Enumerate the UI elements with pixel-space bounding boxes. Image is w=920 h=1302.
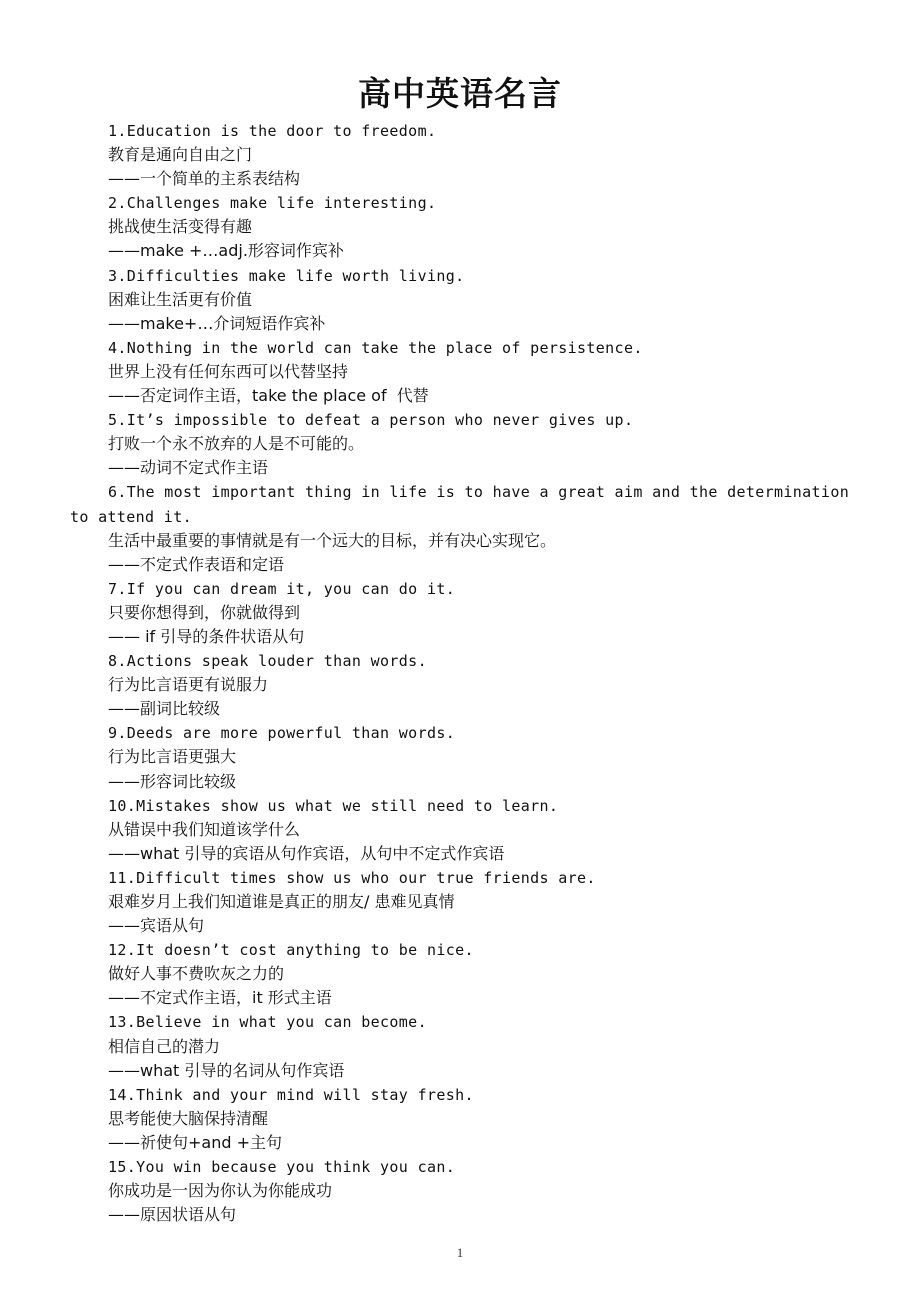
english-quote: 11.Difficult times show us who our true friends are. [108,868,596,887]
chinese-translation: 行为比言语更强大 [108,747,237,767]
english-quote: 8.Actions speak louder than words. [108,652,427,671]
grammar-note: ——否定词作主语，take the place of 代替 [108,386,429,406]
grammar-note: ——副词比较级 [108,699,221,719]
chinese-translation: 教育是通向自由之门 [108,145,253,165]
grammar-note: —— if 引导的条件状语从句 [108,626,305,646]
quote-entry [70,577,860,649]
grammar-note: ——祈使句+and +主句 [108,1132,283,1152]
english-quote: 15.You win because you think you can. [108,1158,456,1177]
grammar-note: ——形容词比较级 [108,771,237,791]
english-quote: 10.Mistakes show us what we still need to learn. [108,796,559,815]
chinese-translation: 打败一个永不放弃的人是不可能的。 [108,434,365,454]
english-quote: 12.It doesn’t cost anything to be nice. [108,941,474,960]
grammar-note: ——what 引导的宾语从句作宾语，从句中不定式作宾语 [108,843,505,863]
quote-entry [70,721,860,793]
quote-entry [70,119,860,191]
english-quote: 4.Nothing in the world can take the place of persistence. [108,338,643,357]
quote-entry [70,1083,860,1155]
grammar-note: ——动词不定式作主语 [108,458,269,478]
chinese-translation: 行为比言语更有说服力 [108,675,269,695]
quote-entry [70,794,860,866]
page-number: 1 [456,1245,464,1260]
grammar-note: ——make+…介词短语作宾补 [108,313,326,333]
chinese-translation: 你成功是一因为你认为你能成功 [108,1181,333,1201]
chinese-translation: 只要你想得到，你就做得到 [108,602,301,622]
chinese-translation: 生活中最重要的事情就是有一个远大的目标，并有决心实现它。 [108,530,557,550]
chinese-translation: 挑战使生活变得有趣 [108,217,253,237]
english-quote: 6.The most important thing in life is to have a great aim and the determination to attend it. [70,483,859,526]
grammar-note: ——不定式作表语和定语 [108,554,285,574]
page-title: 高中英语名言 [358,74,562,113]
quote-entry [70,649,860,721]
chinese-translation: 艰难岁月上我们知道谁是真正的朋友/ 患难见真情 [108,892,455,911]
quote-entry [70,866,860,938]
quote-entry [70,1155,860,1227]
grammar-note: ——宾语从句 [108,916,205,936]
grammar-note: ——what 引导的名词从句作宾语 [108,1060,345,1080]
chinese-translation: 相信自己的潜力 [108,1036,221,1056]
chinese-translation: 从错误中我们知道该学什么 [108,819,301,839]
quote-entry [70,938,860,1010]
grammar-note: ——原因状语从句 [108,1205,237,1225]
quote-entry [70,191,860,263]
grammar-note: ——不定式作主语，it 形式主语 [108,988,332,1008]
quote-entry [70,480,860,576]
english-quote: 2.Challenges make life interesting. [108,194,437,213]
chinese-translation: 思考能使大脑保持清醒 [108,1108,269,1128]
quote-entry [70,264,860,336]
chinese-translation: 世界上没有任何东西可以代替坚持 [108,361,349,381]
quote-entry [70,1010,860,1082]
english-quote: 14.Think and your mind will stay fresh. [108,1085,474,1104]
quote-entry [70,408,860,480]
english-quote: 1.Education is the door to freedom. [108,122,437,140]
english-quote: 3.Difficulties make life worth living. [108,266,465,285]
english-quote: 9.Deeds are more powerful than words. [108,724,456,743]
english-quote: 7.If you can dream it, you can do it. [108,579,456,598]
chinese-translation: 做好人事不费吹灰之力的 [108,964,285,984]
chinese-translation: 困难让生活更有价值 [108,289,253,309]
grammar-note: ——一个简单的主系表结构 [108,169,301,189]
quote-entry [70,336,860,408]
grammar-note: ——make +…adj.形容词作宾补 [108,241,344,261]
english-quote: 5.It’s impossible to defeat a person who never gives up. [108,411,634,430]
english-quote: 13.Believe in what you can become. [108,1013,427,1032]
quote-list [70,119,860,1227]
